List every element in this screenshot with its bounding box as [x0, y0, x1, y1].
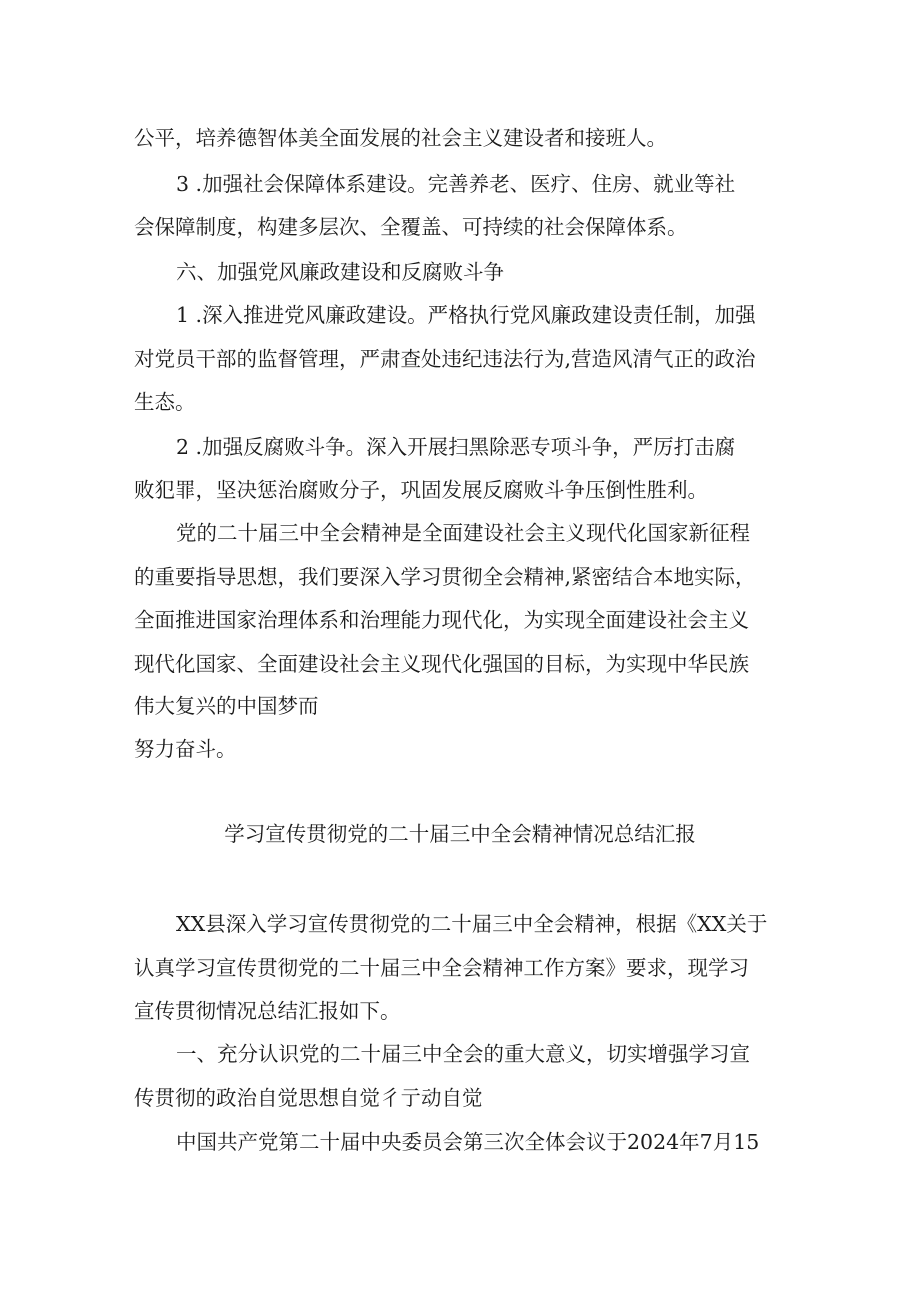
text-line: 中国共产党第二十届中央委员会第三次全体会议于2024年7月15 [176, 1130, 760, 1154]
report-title: 学习宣传贯彻党的二十届三中全会精神情况总结汇报 [224, 822, 696, 846]
text-line: 败犯罪，坚决惩治腐败分子，巩固发展反腐败斗争压倒性胜利。 [134, 478, 708, 502]
text-line: 对党员干部的监督管理，严肃查处违纪违法行为,营造风清气正的政治 [134, 347, 756, 371]
text-line: 现代化国家、全面建设社会主义现代化强国的目标，为实现中华民族 [134, 652, 749, 676]
text-line: 1 .深入推进党风廉政建设。严格执行党风廉政建设责任制，加强 [176, 303, 756, 327]
text-line: 党的二十届三中全会精神是全面建设社会主义现代化国家新征程 [176, 521, 750, 545]
text-line: 2 .加强反腐败斗争。深入开展扫黑除恶专项斗争，严厉打击腐 [176, 435, 736, 459]
text-line: 会保障制度，构建多层次、全覆盖、可持续的社会保障体系。 [134, 215, 688, 239]
text-line: 伟大复兴的中国梦而 [134, 694, 319, 718]
text-line: 全面推进国家治理体系和治理能力现代化，为实现全面建设社会主义 [134, 608, 749, 632]
text-line: 的重要指导思想，我们要深入学习贯彻全会精神,紧密结合本地实际， [134, 565, 756, 589]
section-heading: 六、加强党风廉政建设和反腐败斗争 [176, 260, 504, 284]
text-line: 认真学习宣传贯彻党的二十届三中全会精神工作方案》要求，现学习 [134, 956, 749, 980]
section-heading: 传贯彻的政治自觉思想自觉彳亍动自觉 [134, 1086, 483, 1110]
section-heading: 一、充分认识党的二十届三中全会的重大意义，切实增强学习宣 [176, 1042, 750, 1066]
text-line: 宣传贯彻情况总结汇报如下。 [134, 999, 401, 1023]
text-line: 努力奋斗。 [134, 737, 237, 761]
text-line: 生态。 [134, 390, 196, 414]
text-line: 3 .加强社会保障体系建设。完善养老、医疗、住房、就业等社 [176, 172, 736, 196]
text-line: XX县深入学习宣传贯彻党的二十届三中全会精神，根据《XX关于 [176, 912, 768, 936]
text-line: 公平，培养德智体美全面发展的社会主义建设者和接班人。 [134, 126, 667, 150]
